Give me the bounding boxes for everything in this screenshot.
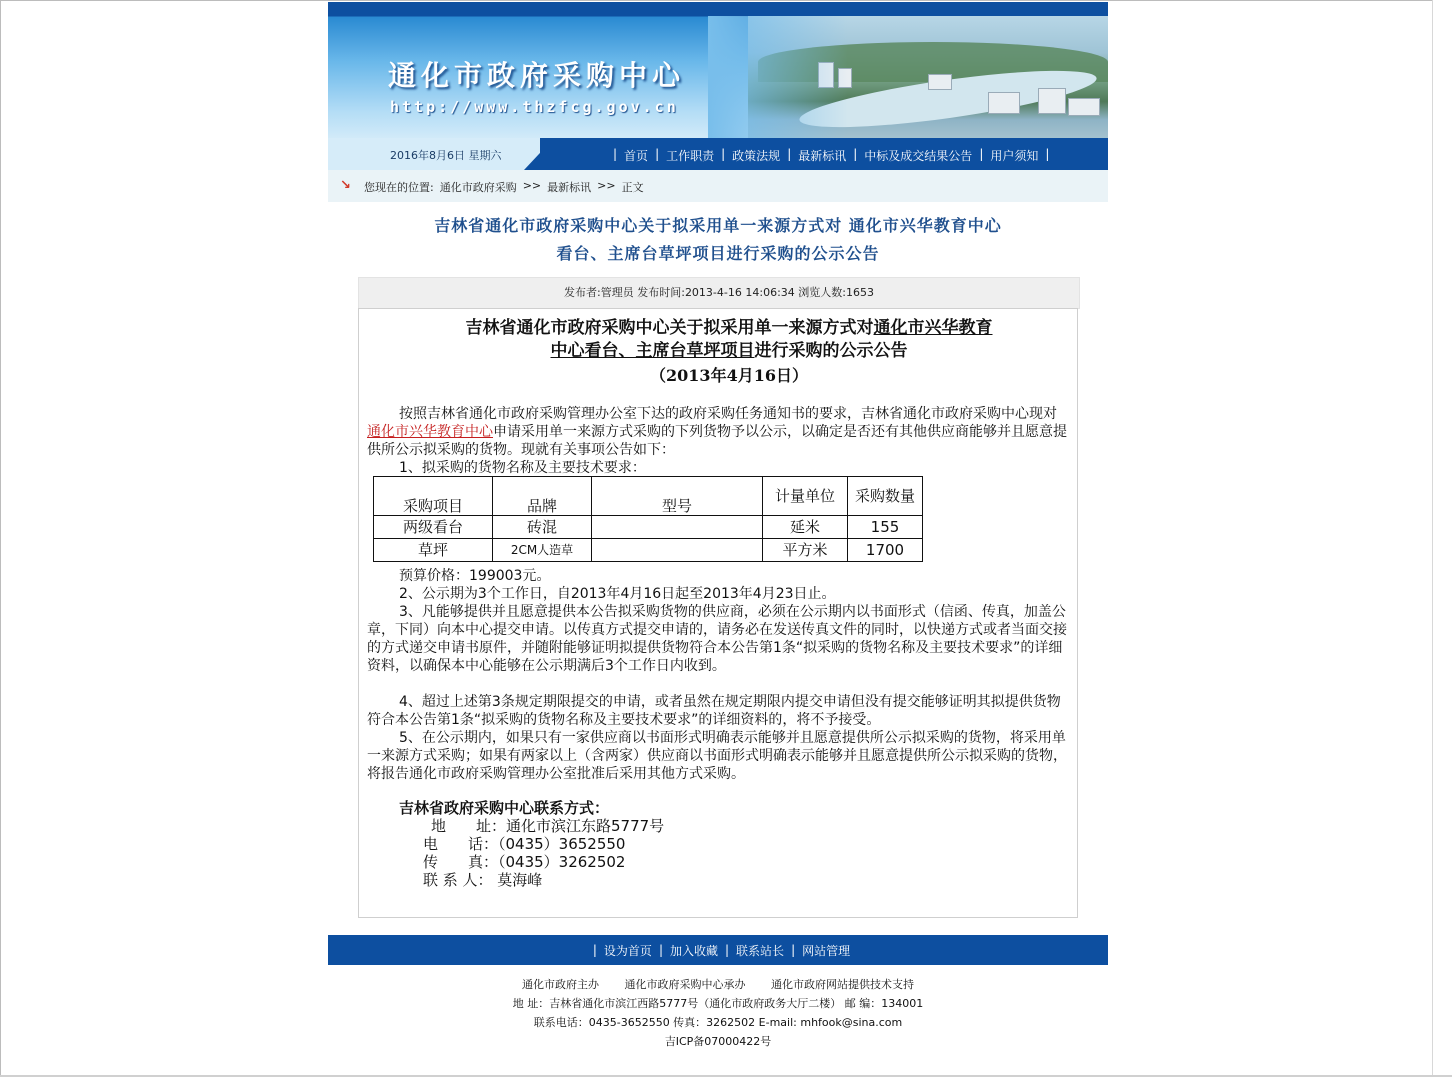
publish-time: 2013-4-16 14:06:34 — [684, 286, 795, 299]
page-container — [328, 2, 1108, 1048]
item-5: 5、在公示期内，如果只有一家供应商以书面形式明确表示能够并且愿意提供所公示拟采购的货物，将采用单一来源方式采购；如果有两家以上（含两家）供应商以书面形式明确表示能够并且愿意提供所公示拟采购的货物，将报告通化市政府采购管理办公室批准后采用其他方式采购。 — [367, 730, 1067, 782]
arrow-icon: ↘ — [340, 178, 351, 193]
nav-duties[interactable]: 工作职责 — [666, 149, 715, 163]
footer-icp[interactable]: 吉ICP备07000422号 — [664, 1035, 772, 1048]
site-title: 通化市政府采购中心 — [388, 59, 686, 92]
doc-title: 吉林省通化市政府采购中心关于拟采用单一来源方式对通化市兴华教育 中心看台、主席台草坪项目进行采购的公示公告 — [465, 318, 993, 361]
table-header-row: 采购项目 品牌 型号 计量单位 采购数量 — [374, 477, 923, 516]
publisher: 管理员 — [600, 286, 634, 299]
goods-table — [373, 476, 923, 562]
nav-policies[interactable]: 政策法规 — [732, 149, 781, 163]
contact-block — [399, 799, 664, 889]
nav-home[interactable]: 首页 — [624, 149, 649, 163]
site-url: http://www.thzfcg.gov.cn — [390, 98, 679, 116]
nav-user-guide[interactable]: 用户须知 — [990, 149, 1039, 163]
page-title: 吉林省通化市政府采购中心关于拟采用单一来源方式对 通化市兴华教育中心 看台、主席台草坪项目进行采购的公示公告 — [434, 216, 1002, 263]
contact-admin-link[interactable]: 联系站长 — [736, 943, 785, 958]
main-nav: 2016年8月6日 星期六 | 首页 | 工作职责 | 政策法规 | 最新标讯 | 中标及成交结果公告 | 用户须知 | — [328, 138, 1108, 170]
current-date: 2016年8月6日 星期六 — [390, 149, 502, 162]
breadcrumb: ↘ 您现在的位置: 通化市政府采购 >> 最新标讯 >> 正文 — [328, 170, 1108, 202]
breadcrumb-home[interactable]: 通化市政府采购 — [439, 181, 517, 194]
breadcrumb-latest[interactable]: 最新标讯 — [547, 181, 592, 194]
breadcrumb-current: 正文 — [621, 181, 644, 194]
doc-date: （2013年4月16日） — [650, 366, 808, 385]
budget: 预算价格：199003元。 — [399, 568, 551, 584]
article-meta: 发布者:管理员 发布时间:2013-4-16 14:06:34 浏览人数:1653 — [358, 277, 1080, 309]
item-4: 4、超过上述第3条规定期限提交的申请，或者虽然在规定期限内提交申请但没有提交能够证明其拟提供货物符合本公告第1条“拟采购的货物名称及主要技术要求”的详细资料的，将不予接受。 — [367, 694, 1061, 728]
highlight-org: 通化市兴华教育中心 — [367, 424, 493, 440]
view-count: 1653 — [845, 286, 874, 299]
table-row: 两级看台 砖混 延米 155 — [374, 516, 923, 539]
window-scrollbar[interactable] — [1432, 0, 1452, 1077]
nav-results[interactable]: 中标及成交结果公告 — [864, 149, 973, 163]
footer-address: 地 址：吉林省通化市滨江西路5777号（通化市政府政务大厅二楼） 邮 编：134001 — [512, 997, 924, 1010]
footer-contact: 联系电话：0435-3652550 传真：3262502 E-mail: mhfook@sina.com — [533, 1016, 903, 1029]
table-row: 草坪 2CM人造草 平方米 1700 — [374, 539, 923, 562]
nav-latest-bids[interactable]: 最新标讯 — [798, 149, 847, 163]
set-homepage-link[interactable]: 设为首页 — [603, 943, 652, 958]
footer-nav: | 设为首页 | 加入收藏 | 联系站长 | 网站管理 — [328, 935, 1108, 965]
item-2: 2、公示期为3个工作日，自2013年4月16日起至2013年4月23日止。 — [399, 586, 836, 602]
article-content — [358, 308, 1078, 918]
contact-fax: 传 真：（0435）3262502 — [423, 853, 626, 871]
contact-address: 地 址：通化市滨江东路5777号 — [431, 817, 665, 835]
header-banner — [328, 2, 1108, 170]
contact-phone: 电 话：（0435）3652550 — [423, 835, 626, 853]
contact-heading: 吉林省政府采购中心联系方式： — [399, 799, 610, 817]
paragraph-intro: 按照吉林省通化市政府采购管理办公室下达的政府采购任务通知书的要求，吉林省通化市政府采购中心现对通化市兴华教育中心申请采用单一来源方式采购的下列货物予以公示，以确定是否还有其他供应商能够并且愿意提供所公示拟采购的货物。现就有关事项公告如下： — [367, 406, 1067, 458]
add-favorite-link[interactable]: 加入收藏 — [669, 943, 718, 958]
footer-info: 通化市政府主办 通化市政府采购中心承办 通化市政府网站提供技术支持 地 址：吉林省通化市滨江西路5777号（通化市政府政务大厅二楼） 邮 编：134001 联系电话：0435-3652550 传真：3262502 E-mail: mhfook@sina.com 吉ICP备07000422号 — [328, 975, 1108, 1051]
site-admin-link[interactable]: 网站管理 — [802, 943, 851, 958]
breadcrumb-prefix: 您现在的位置: — [364, 181, 434, 194]
item-1: 1、拟采购的货物名称及主要技术要求： — [399, 460, 646, 476]
item-3: 3、凡能够提供并且愿意提供本公告拟采购货物的供应商，必须在公示期内以书面形式（信函、传真，加盖公章，下同）向本中心提交申请。以传真方式提交申请的，请务必在发送传真文件的同时，以快递方式或者当面交接的方式递交申请书原件，并随附能够证明拟提供货物符合本公告第1条“拟采购的货物名称及主要技术要求”的详细资料，以确保本中心能够在公示期满后3个工作日内收到。 — [367, 604, 1067, 674]
contact-person: 联 系 人： 莫海峰 — [423, 871, 543, 889]
